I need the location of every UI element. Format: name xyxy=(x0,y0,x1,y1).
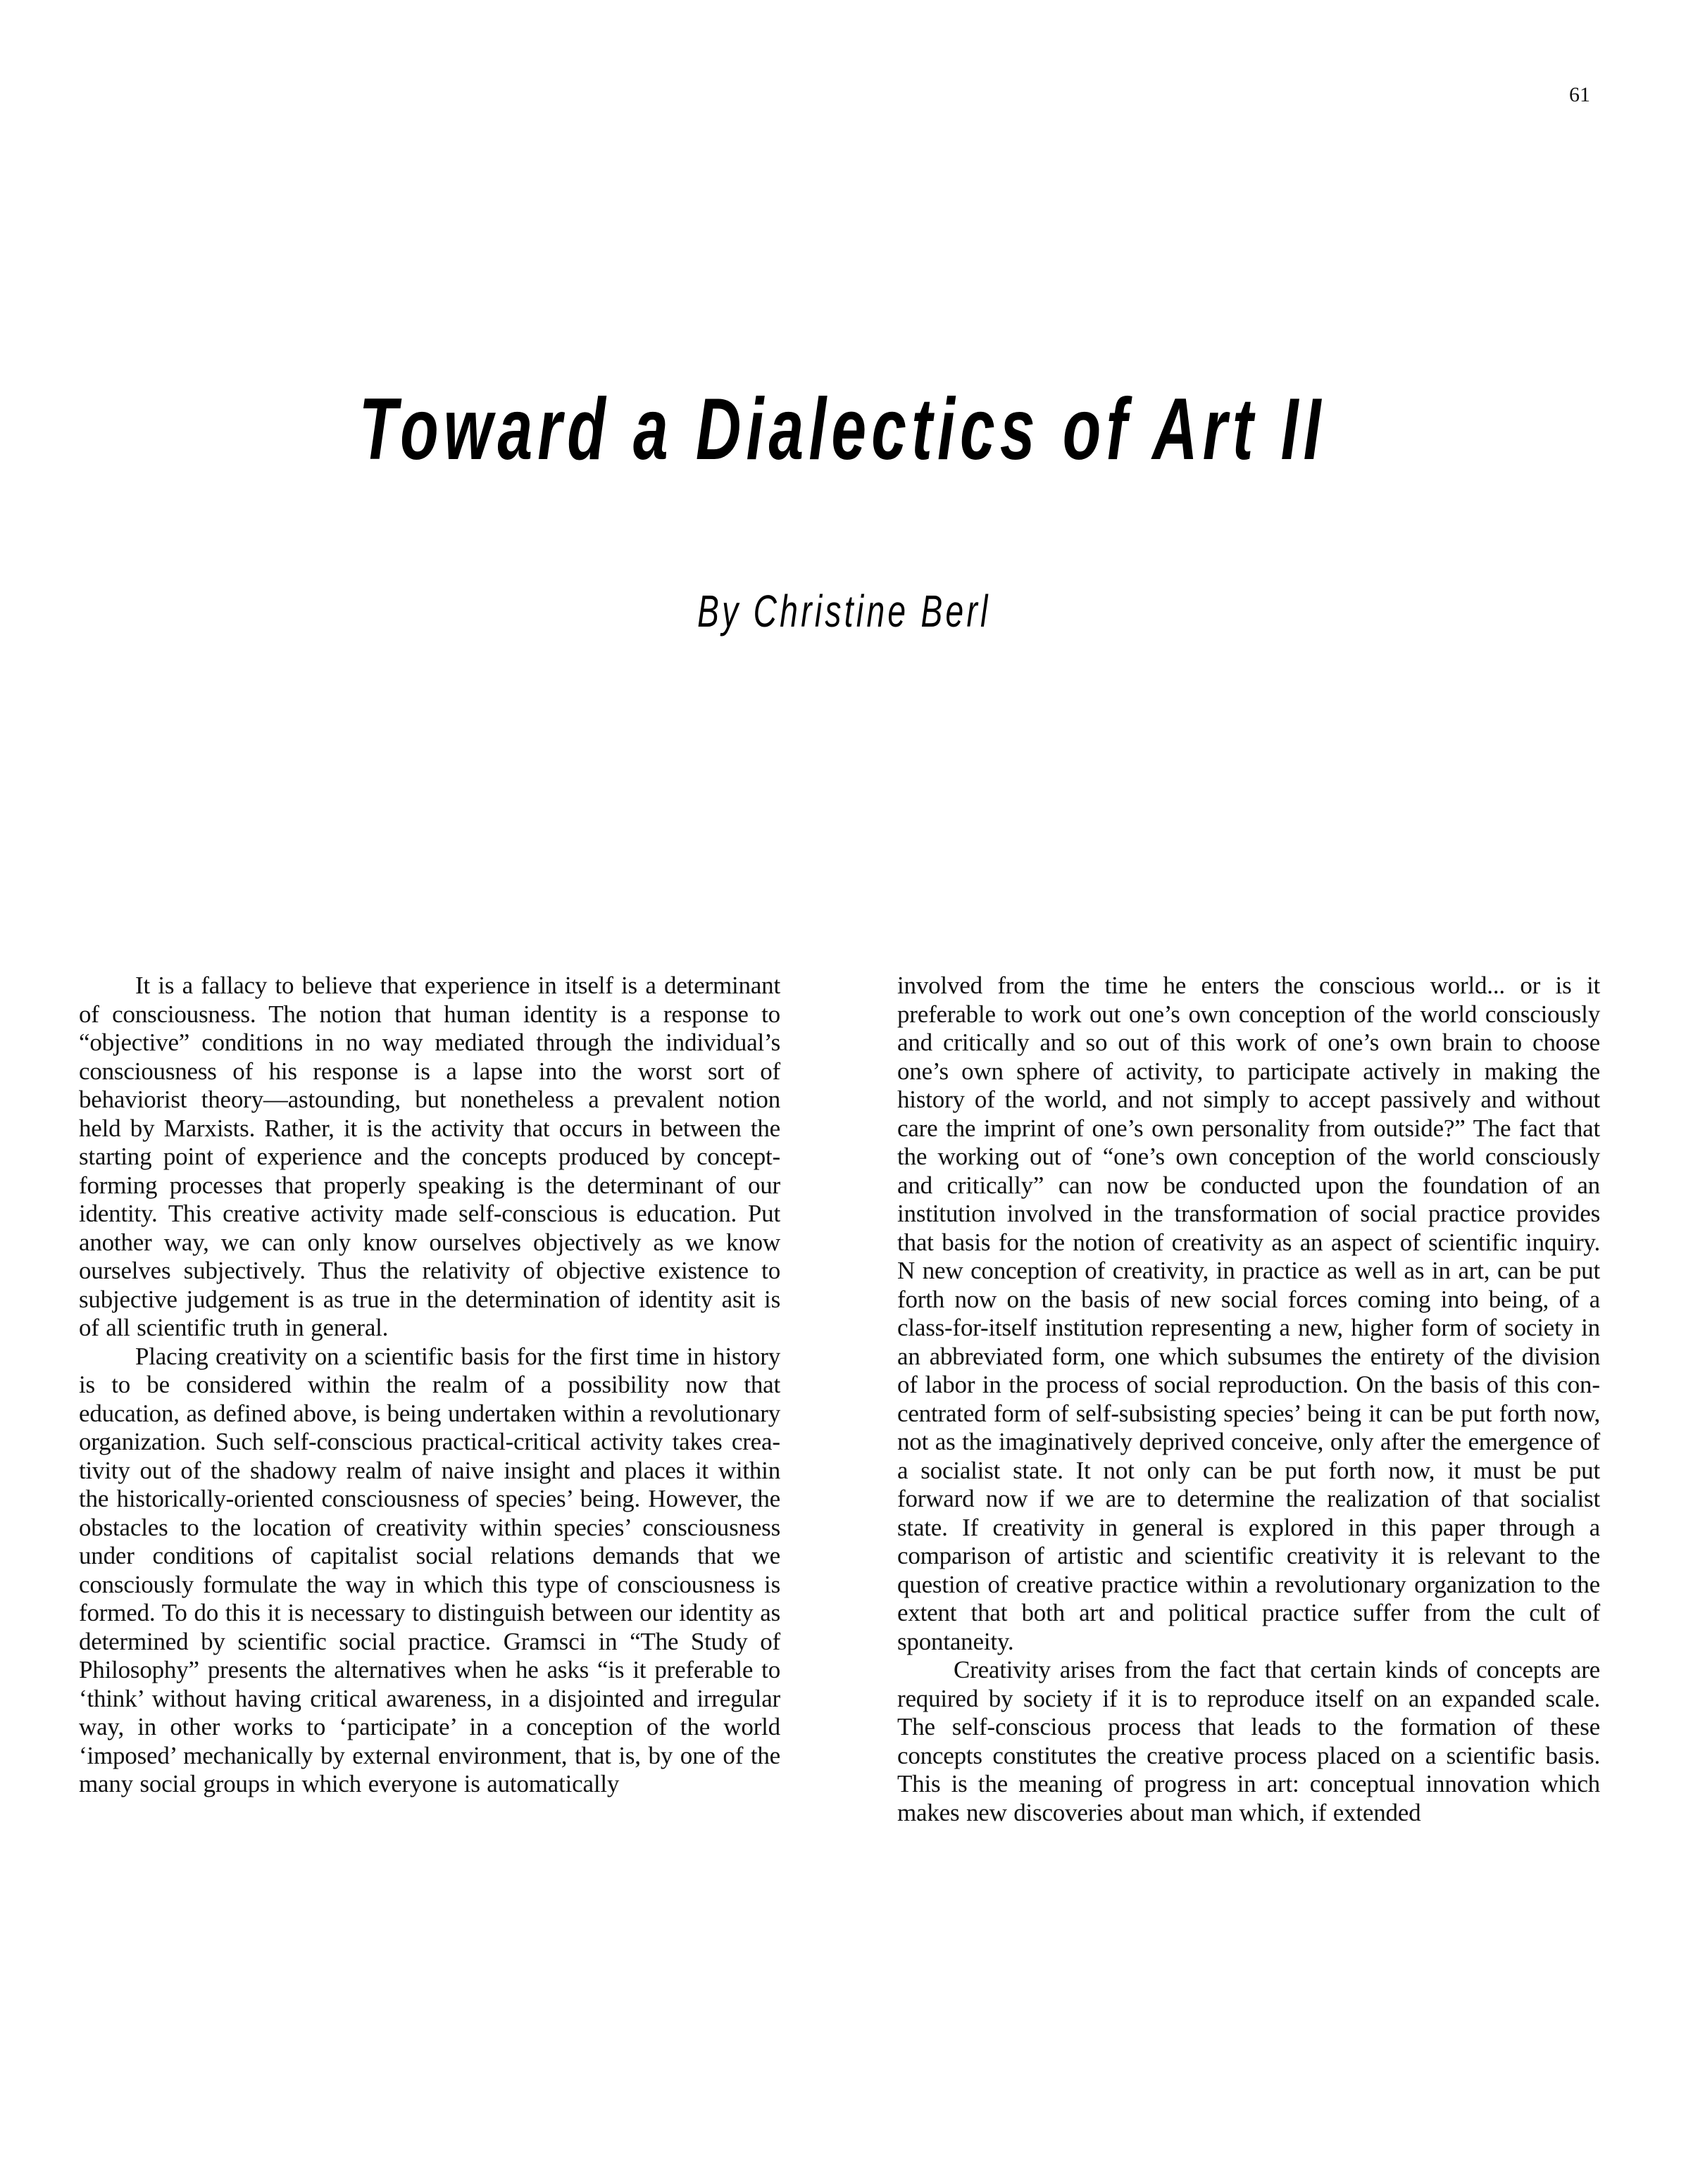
left-column xyxy=(79,972,780,1799)
paragraph: Creativity arises from the fact that certain kinds of concepts are required by society if it is to reproduce itself on an expanded scale. The self-conscious process that leads to the formation of these concepts constitutes the creative process placed on a scientific basis. This is the meaning of progress in art: conceptual innovation which makes new discoveries about man which, if extended xyxy=(897,1656,1600,1826)
paragraph: Placing creativity on a scientific basis for the first time in history is to be considered within the realm of a possibility now that education, as defined above, is being undertaken within a revolutionary organization. Such self-conscious practical-critical activity takes creativity out of the shadowy realm of naive insight and places it within the historically-oriented consciousness of species’ being. However, the obstacles to the location of creativity within species’ consciousness under conditions of capitalist social relations demands that we consciously formulate the way in which this type of consciousness is formed. To do this it is necessary to distinguish between our identity as determined by scientific social practice. Gramsci in “The Study of Philosophy” presents the alternatives when he asks “is it preferable to ‘think’ without having critical awareness, in a disjointed and irregular way, in other works to ‘participate’ in a conception of the world ‘imposed’ mechanically by external environment, that is, by one of the many social groups in which everyone is automatically xyxy=(79,1342,780,1797)
article-title: Toward a Dialectics of Art II xyxy=(358,381,1326,478)
paragraph-continued: involved from the time he enters the conscious world... or is it preferable to work out one’s own conception of the world consciously and critically and so out of this work of one’s own brain to choose one’s own sphere of activity, to participate actively in making the history of the world, and not simply to accept passively and without care the imprint of one’s own personality from outside?” The fact that the working out of “one’s own conception of the world consciously and critically” can now be conducted upon the foundation of an institution involved in the transformation of social practice provides that basis for the notion of creativity as an aspect of scientific inquiry. N new conception of creativity, in practice as well as in art, can be put forth now on the basis of new social forces coming into being, of a class-for-itself institution representing a new, higher form of society in an abbreviated form, one which subsumes the entirety of the division of labor in the process of social reproduction. On the basis of this concentrated form of self-subsisting species’ being it can be put forth now, not as the imaginatively deprived conceive, only after the emergence of a socialist state. It not only can be put forth now, it must be put forward now if we are to determine the realization of that socialist state. If creativity in general is explored in this paper through a comparison of artistic and scientific creativity it is relevant to the question of creative practice within a revolutionary organization to the extent that both art and political practice suffer from the cult of spontaneity. xyxy=(897,972,1600,1655)
page-number: 61 xyxy=(1569,83,1590,106)
article-byline: By Christine Berl xyxy=(697,586,991,636)
paragraph: It is a fallacy to believe that experience in itself is a determinant of consciousness. The notion that human identity is a response to “objective” conditions in no way mediated through the individual’s consciousness of his response is a lapse into the worst sort of behaviorist theory—astounding, but nonetheless a prevalent notion held by Marxists. Rather, it is the activity that occurs in between the starting point of experience and the concepts produced by concept-forming processes that properly speaking is the determinant of our identity. This creative activity made self-conscious is education. Put another way, we can only know ourselves objectively as we know ourselves subjectively. Thus the relativity of objective existence to subjective judgement is as true in the determination of identity asit is of all scientific truth in general. xyxy=(79,972,780,1341)
right-column xyxy=(897,972,1600,1827)
